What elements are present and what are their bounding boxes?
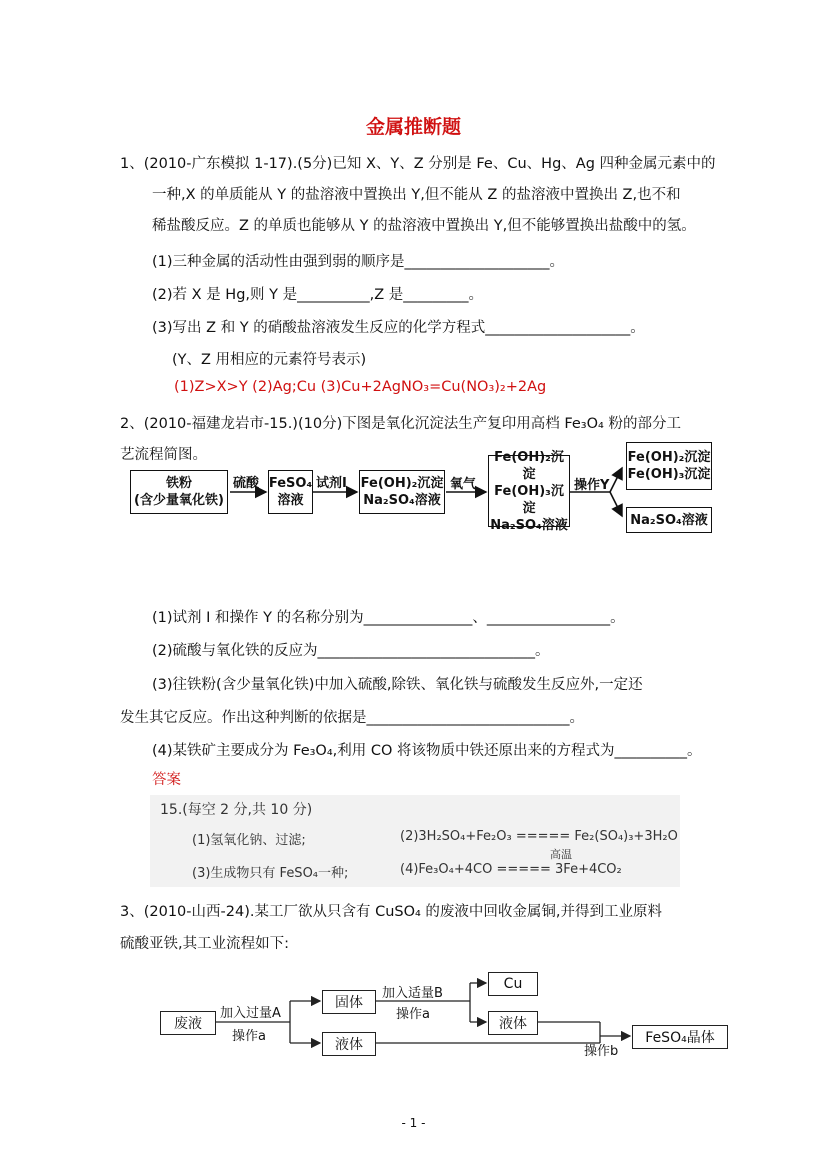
q3-box-liquid-2 [488,1011,538,1035]
q3-line1: 3、(2010-山西-24).某工厂欲从只含有 CuSO₄ 的废液中回收金属铜,并得到工业原料 [120,904,663,920]
q3-solid-label: 固体 [335,995,363,1011]
flow-mix1-line2: Na₂SO₄溶液 [363,493,441,508]
q1-sub2: (2)若 X 是 Hg,则 Y 是__________,Z 是_________。 [152,287,483,303]
q2-line1: 2、(2010-福建龙岩市-15.)(10分)下图是氧化沉淀法生产复印用高档 Fe₃O₄ 粉的部分工 [120,416,681,432]
flow-out1-line2: Fe(OH)₃沉淀 [627,467,711,482]
q3-label-add-b: 加入适量B [382,986,443,1001]
q1-line1: 1、(2010-广东模拟 1-17).(5分)已知 X、Y、Z 分别是 Fe、Cu、Hg、Ag 四种金属元素中的 [120,156,716,172]
flow-arrow-label-operation-y: 操作Y [574,478,610,493]
flow-arrow-label-reagent-1: 试剂Ⅰ [316,476,347,491]
ans-1: (1)氢氧化钠、过滤; [192,833,306,848]
q1-line3: 稀盐酸反应。Z 的单质也能够从 Y 的盐溶液中置换出 Y,但不能够置换出盐酸中的氢。 [152,218,696,234]
ans-2: (2)3H₂SO₄+Fe₂O₃ ===== Fe₂(SO₄)₃+3H₂O [400,829,678,844]
q3-box-waste-liquid [160,1011,216,1035]
flow-out2-label: Na₂SO₄溶液 [630,512,708,528]
q2-answer-label: 答案 [152,772,181,788]
flow-box-feso4 [268,470,313,514]
q3-label-operation-a-1: 操作a [232,1029,266,1044]
flow-box-iron-powder [130,470,228,514]
q1-answer: (1)Z>X>Y (2)Ag;Cu (3)Cu+2AgNO₃=Cu(NO₃)₂+2Ag [174,379,547,395]
page-number: - 1 - [401,1116,426,1130]
flow-mix2-line1: Fe(OH)₂沉淀 [494,449,564,482]
flow-out1-line1: Fe(OH)₂沉淀 [627,450,711,465]
flow-mix1-line1: Fe(OH)₂沉淀 [360,476,444,491]
flow-box-mixture-1 [359,470,445,514]
page-title: 金属推断题 [365,116,461,138]
q2-sub3a: (3)往铁粉(含少量氧化铁)中加入硫酸,除铁、氧化铁与硫酸发生反应外,一定还 [152,677,643,693]
q3-label-operation-a-2: 操作a [396,1007,430,1022]
ans-condition: 高温 [550,848,572,861]
flow-mix2-line3: Na₂SO₄溶液 [490,517,568,533]
q2-sub1: (1)试剂 I 和操作 Y 的名称分别为_______________、_________________。 [152,610,625,626]
flow-arrow-label-sulfuric-acid: 硫酸 [233,476,260,491]
q3-cu-label: Cu [503,976,523,992]
flow-box-output-solution [626,507,712,533]
q3-waste-label: 废液 [174,1016,202,1032]
q3-liquid1-label: 液体 [335,1037,363,1053]
flow-mix2-line2: Fe(OH)₃沉淀 [494,483,564,516]
q3-box-solid [322,990,376,1014]
q3-feso4-label: FeSO₄晶体 [645,1030,715,1046]
q3-line2: 硫酸亚铁,其工业流程如下: [120,936,289,952]
q2-sub4: (4)某铁矿主要成分为 Fe₃O₄,利用 CO 将该物质中铁还原出来的方程式为__________。 [152,743,702,759]
flow-iron-label: 铁粉 [165,476,192,491]
q3-box-liquid-1 [322,1032,376,1056]
q2-sub3b: 发生其它反应。作出这种判断的依据是____________________________。 [120,710,584,726]
ans-head: 15.(每空 2 分,共 10 分) [160,802,313,818]
flow-box-mixture-2 [488,449,570,533]
q2-sub2: (2)硫酸与氧化铁的反应为______________________________。 [152,643,550,659]
q2-line2: 艺流程简图。 [120,447,207,463]
flow-feso4-sublabel: 溶液 [277,493,304,508]
q3-box-cu [488,972,538,996]
q3-label-operation-b: 操作b [584,1044,619,1059]
q1-line2: 一种,X 的单质能从 Y 的盐溶液中置换出 Y,但不能从 Z 的盐溶液中置换出 Z,也不和 [152,187,681,203]
ans-3: (3)生成物只有 FeSO₄一种; [192,866,349,881]
q2-answer-image [150,795,680,887]
flow-feso4-label: FeSO₄ [268,476,313,491]
flow-iron-sublabel: (含少量氧化铁) [134,493,224,508]
q3-liquid2-label: 液体 [499,1016,527,1032]
q1-note: (Y、Z 用相应的元素符号表示) [172,352,367,368]
q3-box-feso4-crystal [632,1025,728,1049]
ans-4: (4)Fe₃O₄+4CO ===== 3Fe+4CO₂ [400,862,622,877]
q1-sub3: (3)写出 Z 和 Y 的硝酸盐溶液发生反应的化学方程式____________________。 [152,320,645,336]
q1-sub1: (1)三种金属的活动性由强到弱的顺序是____________________。 [152,254,565,270]
q3-label-add-excess-a: 加入过量A [220,1006,281,1021]
flow-box-output-precipitate [626,442,712,490]
flow-arrow-label-oxygen: 氧气 [450,477,477,492]
